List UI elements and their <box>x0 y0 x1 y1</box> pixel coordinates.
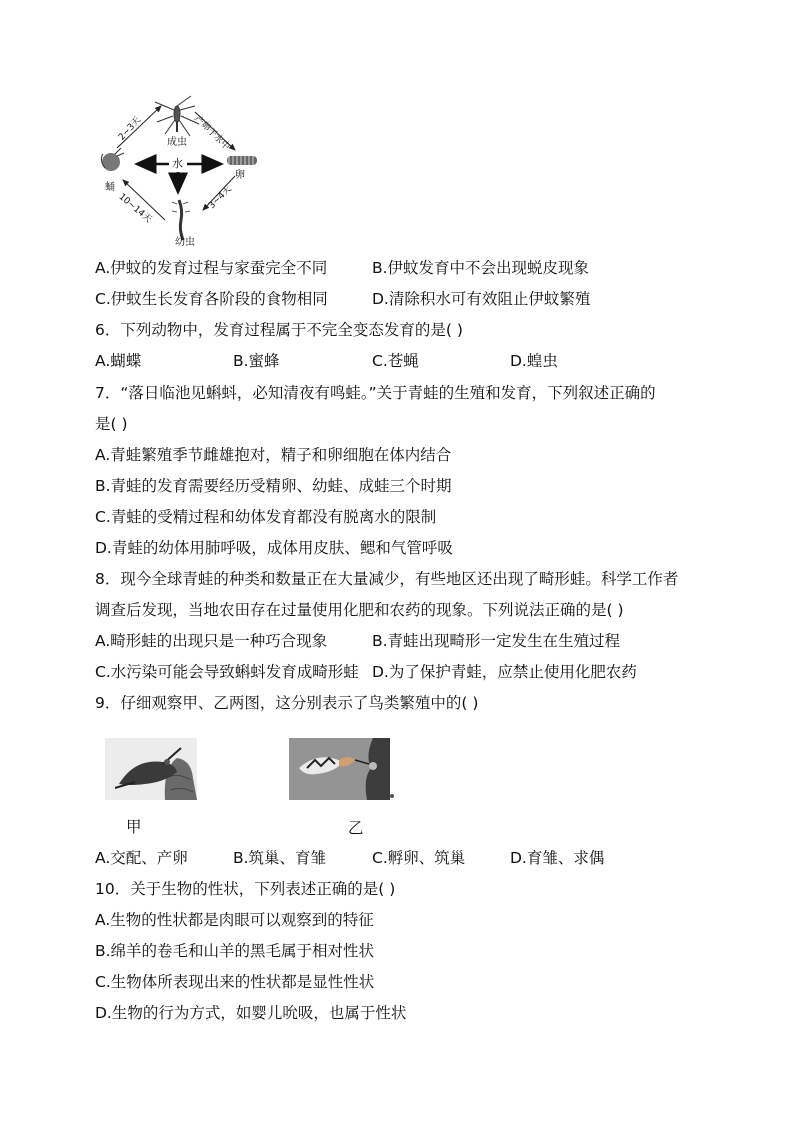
q7-option-a[interactable]: A.青蛙繁殖季节雌雄抱对，精子和卵细胞在体内结合 <box>95 446 452 464</box>
q9-stem: 9．仔细观察甲、乙两图，这分别表示了鸟类繁殖中的( ) <box>95 694 479 712</box>
q10-option-c[interactable]: C.生物体所表现出来的性状都是显性性状 <box>95 973 375 991</box>
photo-yi-dot-mark <box>390 794 394 798</box>
egg-raft-icon <box>227 156 257 165</box>
diagram-center-water: 水 <box>172 157 183 170</box>
diagram-label-adult: 成虫 <box>167 137 187 148</box>
q9-label-jia: 甲 <box>126 818 142 836</box>
diagram-label-larva: 幼虫 <box>175 237 195 248</box>
mosquito-adult-icon <box>155 96 199 136</box>
pupa-icon <box>101 148 124 171</box>
q9-option-a[interactable]: A.交配、产卵 <box>95 849 188 867</box>
diagram-edge-larva-pupa: 10~14天 <box>116 192 154 226</box>
q8-stem-line1: 8．现今全球青蛙的种类和数量正在大量减少，有些地区还出现了畸形蛙。科学工作者 <box>95 570 679 588</box>
q8-stem-line2: 调查后发现，当地农田存在过量使用化肥和农药的现象。下列说法正确的是( ) <box>95 601 624 619</box>
diagram-edge-adult-egg: 产卵于水中 <box>192 114 232 153</box>
q9-option-b[interactable]: B.筑巢、育雏 <box>233 849 327 867</box>
q5-option-a[interactable]: A.伊蚊的发育过程与家蚕完全不同 <box>95 259 328 277</box>
q6-option-a[interactable]: A.蝴蝶 <box>95 352 142 370</box>
q6-option-d[interactable]: D.蝗虫 <box>510 352 558 370</box>
q5-option-d[interactable]: D.清除积水可有效阻止伊蚊繁殖 <box>372 290 591 308</box>
q6-option-b[interactable]: B.蜜蜂 <box>233 352 280 370</box>
life-cycle-diagram <box>95 92 265 252</box>
larva-icon <box>172 200 190 240</box>
q8-option-a[interactable]: A.畸形蛙的出现只是一种巧合现象 <box>95 632 328 650</box>
q7-stem-line1: 7．“落日临池见蝌蚪，必知清夜有鸣蛙。”关于青蛙的生殖和发育，下列叙述正确的 <box>95 384 656 402</box>
q10-option-a[interactable]: A.生物的性状都是肉眼可以观察到的特征 <box>95 911 374 929</box>
q8-option-b[interactable]: B.青蛙出现畸形一定发生在生殖过程 <box>372 632 621 650</box>
q9-option-c[interactable]: C.孵卵、筑巢 <box>372 849 466 867</box>
diagram-edge-pupa-adult: 2~3天 <box>117 115 144 143</box>
q10-option-b[interactable]: B.绵羊的卷毛和山羊的黑毛属于相对性状 <box>95 942 375 960</box>
q5-option-c[interactable]: C.伊蚊生长发育各阶段的食物相同 <box>95 290 328 308</box>
q10-option-d[interactable]: D.生物的行为方式，如婴儿吮吸，也属于性状 <box>95 1004 407 1022</box>
q6-option-c[interactable]: C.苍蝇 <box>372 352 419 370</box>
photo-yi-bird-feeding <box>289 738 390 800</box>
q10-stem: 10．关于生物的性状，下列表述正确的是( ) <box>95 880 396 898</box>
q7-option-d[interactable]: D.青蛙的幼体用肺呼吸，成体用皮肤、鳃和气管呼吸 <box>95 539 453 557</box>
q7-option-c[interactable]: C.青蛙的受精过程和幼体发育都没有脱离水的限制 <box>95 508 437 526</box>
q5-option-b[interactable]: B.伊蚊发育中不会出现蜕皮现象 <box>372 259 590 277</box>
q6-stem: 6．下列动物中，发育过程属于不完全变态发育的是( ) <box>95 321 463 339</box>
q9-label-yi: 乙 <box>348 819 364 837</box>
diagram-edge-egg-larva: 3~4天 <box>207 184 234 212</box>
diagram-label-egg: 卵 <box>235 170 245 181</box>
q8-option-d[interactable]: D.为了保护青蛙，应禁止使用化肥农药 <box>372 663 637 681</box>
q7-stem-line2: 是( ) <box>95 415 128 433</box>
q7-option-b[interactable]: B.青蛙的发育需要经历受精卵、幼蛙、成蛙三个时期 <box>95 477 452 495</box>
photo-jia-bird-nest <box>105 738 197 800</box>
q8-option-c[interactable]: C.水污染可能会导致蝌蚪发育成畸形蛙 <box>95 663 359 681</box>
q9-option-d[interactable]: D.育雏、求偶 <box>510 849 605 867</box>
diagram-label-pupa: 蛹 <box>105 182 115 193</box>
